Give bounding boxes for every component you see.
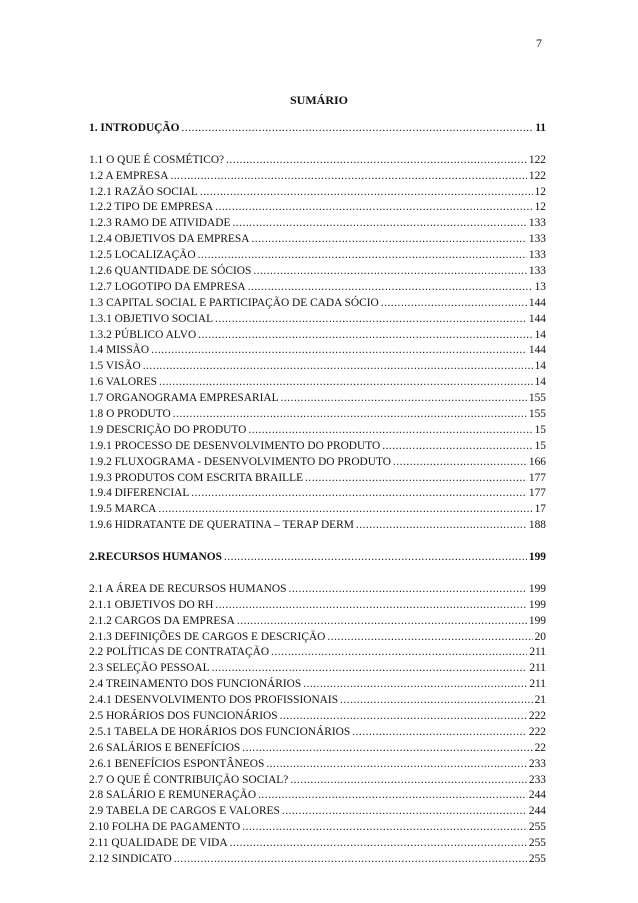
toc-entry-label: 2.1.1 OBJETIVOS DO RH [89, 598, 214, 611]
toc-entry-page: 14 [534, 376, 546, 389]
toc-dot-leader [242, 741, 532, 757]
toc-entry[interactable] [89, 391, 546, 407]
toc-dot-leader [215, 312, 527, 328]
toc-entry-page: 255 [528, 852, 546, 865]
toc-entry-label: 1.8 O PRODUTO [89, 408, 171, 421]
toc-dot-leader [271, 645, 527, 661]
toc-entry-page: 188 [528, 519, 546, 532]
toc-dot-leader [224, 550, 527, 566]
toc-entry[interactable] [89, 518, 546, 534]
toc-entry[interactable] [89, 328, 546, 344]
toc-dot-leader [281, 391, 527, 407]
table-of-contents [89, 121, 546, 868]
toc-dot-leader [305, 471, 527, 487]
toc-entry-page: 222 [528, 709, 546, 722]
toc-dot-leader [258, 788, 527, 804]
toc-entry[interactable] [89, 502, 546, 518]
toc-entry-label: 1. INTRODUÇÃO [89, 122, 180, 134]
toc-dot-leader [248, 423, 532, 439]
toc-dot-leader [200, 185, 533, 201]
toc-entry-page: 233 [528, 757, 546, 770]
toc-entry[interactable] [89, 359, 546, 375]
toc-entry-label: 2.6 SALÁRIOS E BENEFÍCIOS [89, 741, 241, 754]
toc-entry-label: 1.2 A EMPRESA [89, 169, 169, 182]
toc-entry-page: 199 [528, 598, 546, 611]
toc-entry-page: 199 [528, 614, 546, 627]
toc-dot-leader [282, 804, 527, 820]
toc-entry-label: 1.2.2 TIPO DE EMPRESA [89, 201, 214, 214]
toc-entry-label: 1.9.5 MARCA [89, 503, 157, 516]
toc-entry-page: 12 [534, 201, 546, 214]
toc-entry-label: 2.5.1 TABELA DE HORÁRIOS DOS FUNCIONÁRIOS [89, 725, 351, 738]
toc-entry-label: 1.9.3 PRODUTOS COM ESCRITA BRAILLE [89, 471, 304, 484]
toc-entry-label: 2.1.3 DEFINIÇÕES DE CARGOS E DESCRIÇÃO [89, 630, 326, 643]
toc-dot-leader [253, 264, 527, 280]
toc-dot-leader [191, 486, 527, 502]
toc-entry-page: 233 [528, 773, 546, 786]
toc-entry-page: 13 [534, 280, 546, 293]
toc-entry-label: 1.9.1 PROCESSO DE DESENVOLVIMENTO DO PRODUTO [89, 439, 381, 452]
toc-entry[interactable] [89, 375, 546, 391]
toc-entry-page: 21 [534, 694, 546, 707]
toc-entry-label: 1.7 ORGANOGRAMA EMPRESARIAL [89, 392, 279, 405]
toc-dot-leader [151, 343, 527, 359]
toc-entry-page: 211 [529, 678, 546, 691]
toc-dot-leader [198, 248, 527, 264]
toc-entry-page: 177 [528, 487, 546, 500]
toc-dot-leader [393, 455, 527, 471]
toc-entry[interactable] [89, 169, 546, 185]
toc-dot-leader [352, 725, 527, 741]
toc-entry-label: 2.3 SELEÇÃO PESSOAL [89, 662, 210, 675]
toc-entry[interactable] [89, 630, 546, 646]
toc-entry[interactable] [89, 709, 546, 725]
toc-dot-leader [288, 582, 526, 598]
toc-entry-label: 1.9.6 HIDRATANTE DE QUERATINA – TERAP DERM [89, 519, 354, 532]
toc-entry-label: 1.2.5 LOCALIZAÇÃO [89, 249, 196, 262]
page-title: SUMÁRIO [289, 93, 348, 107]
toc-entry-page: 211 [529, 662, 546, 675]
toc-entry-page: 211 [529, 646, 546, 659]
toc-entry[interactable] [89, 661, 546, 677]
toc-entry-page: 15 [534, 423, 546, 436]
toc-entry[interactable] [89, 439, 546, 455]
toc-entry[interactable] [89, 677, 546, 693]
toc-entry[interactable] [89, 693, 546, 709]
toc-entry-label: 2.9 TABELA DE CARGOS E VALORES [89, 805, 280, 818]
toc-entry-page: 255 [528, 837, 546, 850]
toc-dot-leader [215, 598, 527, 614]
toc-dot-leader [327, 630, 532, 646]
toc-entry[interactable] [89, 725, 546, 741]
toc-dot-leader [381, 296, 527, 312]
toc-entry[interactable] [89, 423, 546, 439]
toc-entry-label: 1.3.1 OBJETIVO SOCIAL [89, 312, 214, 325]
toc-entry-label: 2.RECURSOS HUMANOS [89, 551, 222, 564]
toc-entry-page: 122 [528, 169, 546, 182]
toc-dot-leader [303, 677, 527, 693]
toc-entry-page: 133 [528, 233, 546, 246]
toc-entry[interactable] [89, 773, 546, 789]
toc-entry-page: 22 [534, 741, 546, 754]
toc-entry-page: 17 [534, 503, 546, 516]
toc-entry[interactable] [89, 645, 546, 661]
toc-entry-page: 144 [528, 296, 546, 309]
toc-entry-label: 1.6 VALORES [89, 376, 157, 389]
toc-entry-label: 1.2.7 LOGOTIPO DA EMPRESA [89, 280, 246, 293]
toc-entry-label: 1.2.4 OBJETIVOS DA EMPRESA [89, 233, 250, 246]
toc-entry[interactable] [89, 312, 546, 328]
toc-entry-page: 122 [528, 153, 546, 166]
toc-entry-label: 1.9.4 DIFERENCIAL [89, 487, 190, 500]
toc-dot-leader [232, 216, 526, 232]
toc-entry-page: 11 [535, 122, 546, 134]
toc-dot-leader [382, 439, 532, 455]
toc-entry[interactable] [89, 788, 546, 804]
toc-entry-page: 15 [534, 439, 546, 452]
toc-entry-label: 2.7 O QUE É CONTRIBUIÇÃO SOCIAL? [89, 773, 289, 786]
toc-dot-leader [248, 280, 533, 296]
toc-entry-page: 199 [528, 551, 546, 564]
toc-entry-page: 12 [534, 185, 546, 198]
toc-dot-leader [340, 693, 533, 709]
toc-section-entry[interactable] [89, 121, 546, 137]
toc-dot-leader [226, 153, 527, 169]
toc-entry-page: 255 [528, 821, 546, 834]
toc-entry-page: 177 [528, 471, 546, 484]
toc-dot-leader [212, 661, 528, 677]
toc-entry-label: 2.6.1 BENEFÍCIOS ESPONTÂNEOS [89, 757, 265, 770]
toc-entry[interactable] [89, 296, 546, 312]
toc-entry-page: 14 [534, 360, 546, 373]
toc-entry-page: 133 [528, 265, 546, 278]
toc-entry-page: 155 [528, 408, 546, 421]
toc-entry-label: 1.3 CAPITAL SOCIAL E PARTICIPAÇÃO DE CADA SÓCIO [89, 296, 379, 309]
toc-entry-label: 1.9 DESCRIÇÃO DO PRODUTO [89, 423, 247, 436]
toc-entry-page: 199 [528, 582, 546, 595]
toc-entry[interactable] [89, 804, 546, 820]
toc-entry[interactable] [89, 264, 546, 280]
toc-dot-leader [173, 407, 527, 423]
toc-entry[interactable] [89, 471, 546, 487]
toc-entry-page: 133 [528, 217, 546, 230]
toc-entry[interactable] [89, 852, 546, 868]
toc-dot-leader [290, 773, 527, 789]
toc-entry-page: 166 [528, 455, 546, 468]
toc-entry-label: 2.2 POLÍTICAS DE CONTRATAÇÃO [89, 646, 270, 659]
toc-dot-leader [251, 232, 526, 248]
toc-entry-label: 2.4 TREINAMENTO DOS FUNCIONÁRIOS [89, 678, 302, 691]
toc-entry-label: 2.12 SINDICATO [89, 852, 172, 865]
toc-entry[interactable] [89, 280, 546, 296]
toc-entry-label: 1.9.2 FLUXOGRAMA - DESENVOLVIMENTO DO PRODUTO [89, 455, 391, 468]
toc-entry-label: 2.4.1 DESENVOLVIMENTO DOS PROFISSIONAIS [89, 694, 339, 707]
toc-entry[interactable] [89, 486, 546, 502]
toc-entry-label: 1.2.3 RAMO DE ATIVIDADE [89, 217, 231, 230]
toc-entry[interactable] [89, 582, 546, 598]
toc-dot-leader [230, 836, 527, 852]
toc-entry-label: 1.2.1 RAZÃO SOCIAL [89, 185, 198, 198]
toc-entry[interactable] [89, 248, 546, 264]
toc-entry-page: 222 [528, 725, 546, 738]
toc-entry-page: 20 [534, 630, 546, 643]
toc-spacer [89, 137, 546, 153]
toc-entry[interactable] [89, 232, 546, 248]
toc-dot-leader [174, 852, 527, 868]
toc-entry[interactable] [89, 185, 546, 201]
toc-dot-leader [170, 169, 526, 185]
toc-dot-leader [159, 375, 533, 391]
toc-section-entry[interactable] [89, 550, 546, 566]
toc-dot-leader [158, 502, 532, 518]
toc-dot-leader [182, 121, 534, 137]
toc-dot-leader [242, 820, 527, 836]
toc-entry[interactable] [89, 455, 546, 471]
toc-entry-page: 155 [528, 392, 546, 405]
toc-dot-leader [237, 614, 527, 630]
toc-entry-label: 2.10 FOLHA DE PAGAMENTO [89, 821, 241, 834]
toc-entry[interactable] [89, 741, 546, 757]
toc-entry-page: 244 [528, 805, 546, 818]
toc-dot-leader [266, 757, 527, 773]
toc-entry-label: 1.5 VISÃO [89, 360, 141, 373]
toc-entry-page: 144 [528, 344, 546, 357]
toc-entry-label: 1.1 O QUE É COSMÉTICO? [89, 153, 225, 166]
toc-entry-label: 1.2.6 QUANTIDADE DE SÓCIOS [89, 265, 252, 278]
toc-entry[interactable] [89, 216, 546, 232]
page-number: 7 [536, 36, 542, 50]
toc-entry-label: 2.11 QUALIDADE DE VIDA [89, 837, 228, 850]
toc-dot-leader [215, 200, 532, 216]
toc-entry[interactable] [89, 407, 546, 423]
toc-dot-leader [198, 328, 532, 344]
toc-dot-leader [356, 518, 527, 534]
toc-dot-leader [143, 359, 533, 375]
toc-entry-label: 1.3.2 PÚBLICO ALVO [89, 328, 197, 341]
toc-entry-page: 133 [528, 249, 546, 262]
toc-entry-page: 14 [534, 328, 546, 341]
toc-entry[interactable] [89, 836, 546, 852]
toc-entry[interactable] [89, 153, 546, 169]
toc-spacer [89, 534, 546, 550]
toc-entry[interactable] [89, 343, 546, 359]
toc-entry-label: 2.5 HORÁRIOS DOS FUNCIONÁRIOS [89, 709, 278, 722]
toc-spacer [89, 566, 546, 582]
toc-entry-label: 2.1.2 CARGOS DA EMPRESA [89, 614, 235, 627]
toc-entry[interactable] [89, 200, 546, 216]
toc-entry-page: 244 [528, 789, 546, 802]
toc-entry[interactable] [89, 820, 546, 836]
toc-entry-label: 2.1 A ÁREA DE RECURSOS HUMANOS [89, 582, 287, 595]
toc-entry-label: 1.4 MISSÃO [89, 344, 150, 357]
toc-entry-label: 2.8 SALÁRIO E REMUNERAÇÃO [89, 789, 257, 802]
toc-entry-page: 144 [528, 312, 546, 325]
toc-entry[interactable] [89, 757, 546, 773]
toc-dot-leader [280, 709, 527, 725]
toc-entry[interactable] [89, 598, 546, 614]
toc-entry[interactable] [89, 614, 546, 630]
